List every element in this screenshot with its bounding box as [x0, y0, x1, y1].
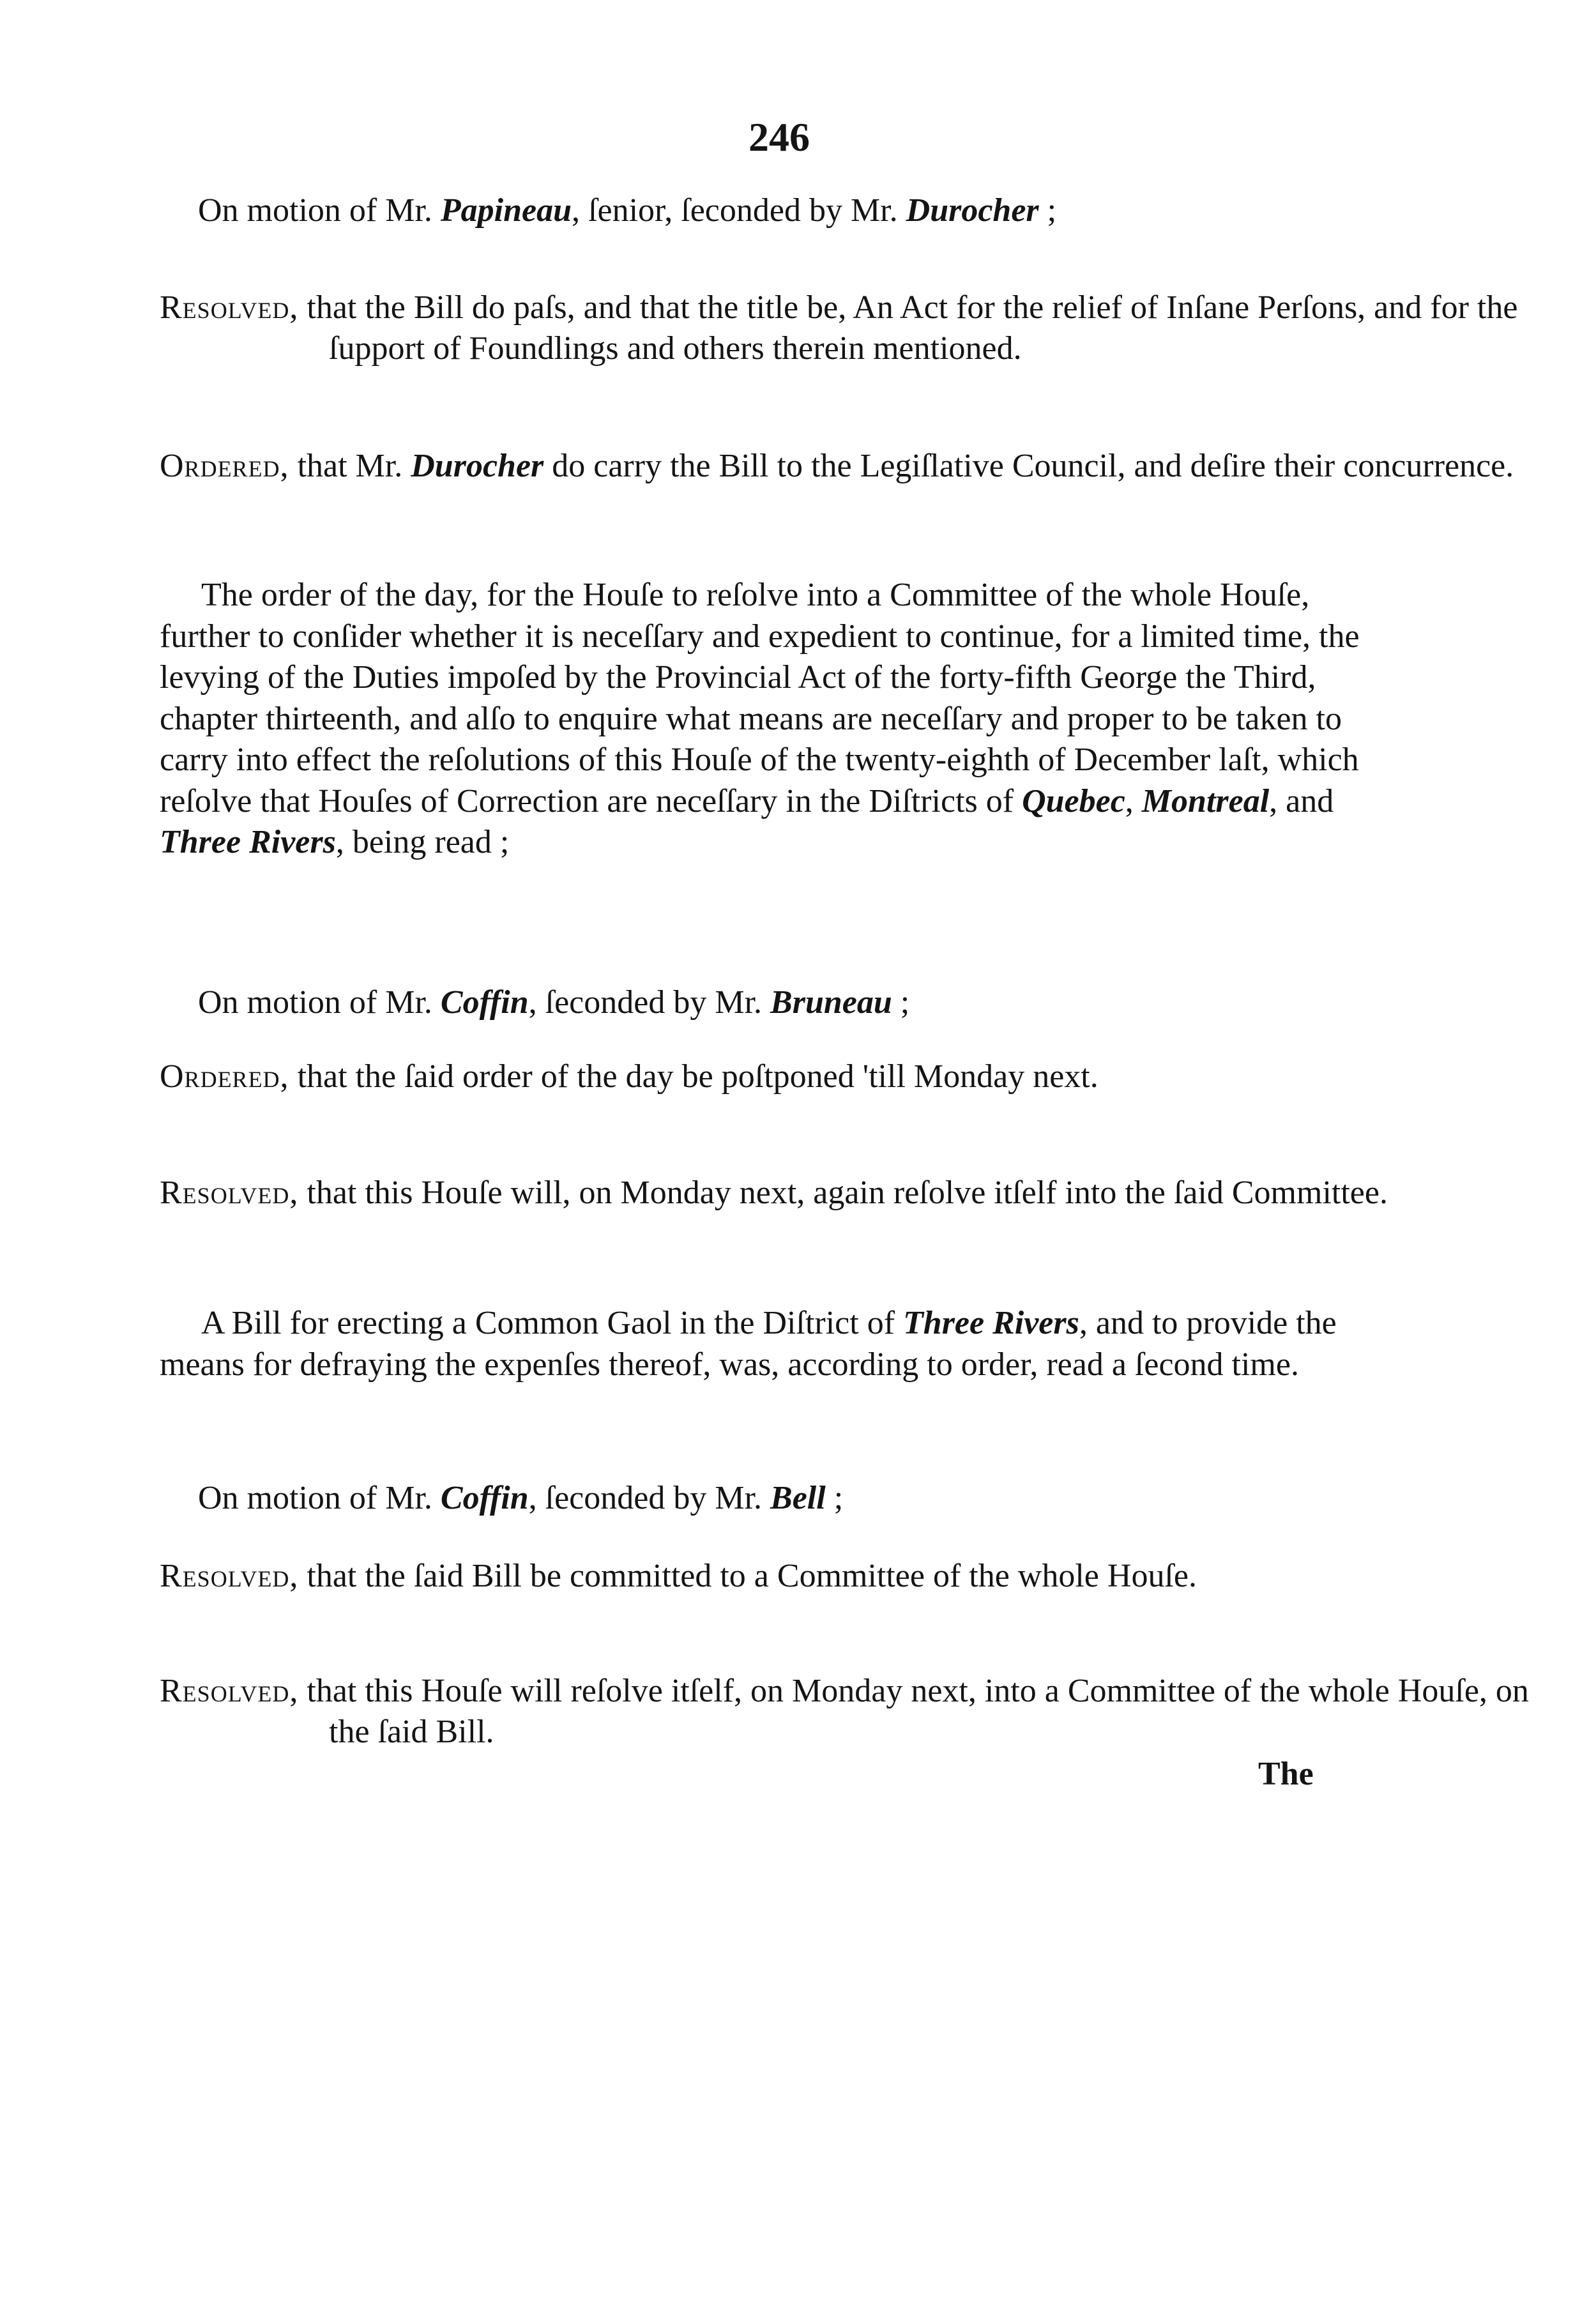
body-text: The order of the day, for the Houſe to reſolve into a Committee of the whole Houſe, further to conſider whether it is neceſſary and expedient to continue, for a limited time, the levying of the Duties impoſed by the Provincial Act of the forty-fifth George the Third, chapter thirteenth, and alſo to enquire what means are neceſſary and proper to be taken to carry into effect the reſolutions of this Houſe of the twenty-eighth of December laſt, which reſolve that Houſes of Correction are neceſſary in the Diſtricts of [160, 577, 1360, 819]
motion-text: On motion of Mr. [198, 192, 441, 229]
resolution-label: Resolved, [160, 289, 299, 326]
member-name: Durocher [906, 192, 1039, 229]
order-text: do carry the Bill to the Legiſlative Council, and deſire their concurrence. [543, 448, 1514, 484]
member-name: Bell [770, 1480, 826, 1516]
motion-text: On motion of Mr. [198, 1480, 441, 1516]
motion-text: , ſenior, ſeconded by Mr. [572, 192, 906, 229]
member-name: Papineau [440, 192, 572, 229]
member-name: Coffin [440, 1480, 529, 1516]
motion-text: , ſeconded by Mr. [528, 984, 771, 1021]
resolution-paragraph-3 [160, 1556, 1542, 1597]
catchword: The [1258, 1756, 1314, 1792]
district-name: Three Rivers [903, 1305, 1079, 1341]
resolution-paragraph-4 [160, 1671, 1542, 1753]
resolution-label: Resolved, [160, 1558, 299, 1594]
order-paragraph-2 [160, 1056, 1542, 1097]
resolution-label: Resolved, [160, 1175, 299, 1211]
motion-text: ; [825, 1480, 844, 1516]
body-text: A Bill for erecting a Common Gaol in the Diſtrict of [201, 1305, 904, 1341]
member-name: Coffin [440, 984, 529, 1021]
member-name: Durocher [411, 448, 544, 484]
page-number: 246 [749, 114, 810, 160]
motion-text: ; [1038, 192, 1057, 229]
resolution-label: Resolved, [160, 1673, 299, 1709]
body-text: , being read ; [335, 824, 510, 860]
motion-text: ; [892, 984, 910, 1021]
motion-text: On motion of Mr. [198, 984, 441, 1021]
district-name: Montreal [1141, 782, 1270, 819]
body-text: , [1125, 782, 1142, 819]
motion-paragraph-3 [160, 1478, 1411, 1519]
resolution-text: that the Bill do paſs, and that the title be, An Act for the relief of Inſane Perſons, and for the ſupport of Foundlings and others therein mentioned. [298, 289, 1518, 367]
motion-paragraph-1 [160, 190, 1411, 231]
order-paragraph-1 [160, 446, 1542, 487]
member-name: Bruneau [770, 984, 892, 1021]
resolution-text: that this Houſe will reſolve itſelf, on Monday next, into a Committee of the whole Houſe, on the ſaid Bill. [298, 1673, 1529, 1750]
order-label: Ordered, [160, 448, 289, 484]
resolution-paragraph-2 [160, 1173, 1542, 1214]
body-text: , and [1269, 782, 1334, 819]
district-name: Quebec [1022, 782, 1125, 819]
order-of-day-paragraph [160, 575, 1373, 864]
order-text: that the ſaid order of the day be poſtponed 'till Monday next. [289, 1058, 1098, 1095]
resolution-text: that the ſaid Bill be committed to a Committee of the whole Houſe. [298, 1558, 1197, 1594]
order-text: that Mr. [289, 448, 411, 484]
motion-text: , ſeconded by Mr. [528, 1480, 771, 1516]
bill-paragraph [160, 1303, 1373, 1385]
resolution-paragraph-1 [160, 287, 1542, 369]
body-text: , and to provide the means for defraying the expenſes thereof, was, according to order, read a ſecond time. [160, 1305, 1337, 1383]
district-name: Three Rivers [160, 824, 336, 860]
resolution-text: that this Houſe will, on Monday next, again reſolve itſelf into the ſaid Committee. [298, 1175, 1388, 1211]
order-label: Ordered, [160, 1058, 289, 1095]
motion-paragraph-2 [160, 982, 1411, 1023]
